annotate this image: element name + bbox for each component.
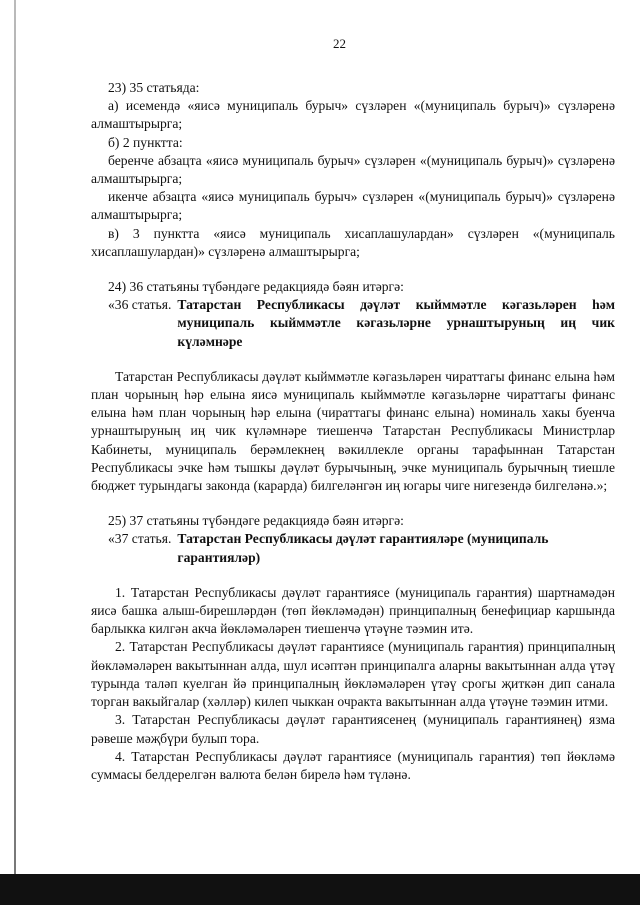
article-37-heading bbox=[91, 530, 615, 566]
item-23-c: в) 3 пунктта «яисә муниципаль хисаплашулардан» сүзләрен «(муниципаль хисаплашулардан)» сүзләренә алмаштырырга; bbox=[91, 225, 615, 259]
article-37-label: «37 статья. bbox=[108, 531, 172, 547]
article-37-title-line2: гарантияләр) bbox=[177, 549, 261, 565]
article-37-title-line1: Татарстан Республикасы дәүләт гарантияләре (муниципаль bbox=[177, 531, 549, 547]
item-23-b1: беренче абзацта «яисә муниципаль бурыч» сүзләрен «(муниципаль бурыч)» сүзләренә алмаштырырга; bbox=[91, 152, 615, 187]
item-24-intro: 24) 36 статьяны түбәндәге редакциядә бәян итәргә: bbox=[108, 279, 404, 295]
article-37-point-1: 1. Татарстан Республикасы дәүләт гарантиясе (муниципаль гарантия) шартнамәдән яисә башка алыш-бирешләрдән (төп йөкләмәдән) принципалның бенефициар каршында барлыкка килгән акча йөкләмәләрен тиешенчә үтәүне тәэмин итә. bbox=[91, 584, 615, 637]
article-36-label: «36 статья. bbox=[108, 297, 172, 313]
article-37-point-4: 4. Татарстан Республикасы дәүләт гарантиясе (муниципаль гарантия) төп йөкләмә суммасы белдерелгән валюта белән бирелә һәм түләнә. bbox=[91, 748, 615, 782]
scan-left-edge bbox=[14, 0, 16, 885]
page-number: 22 bbox=[333, 36, 346, 51]
article-36-title: Татарстан Республикасы дәүләт кыйммәтле кәгазьләрен һәм муниципаль кыйммәтле кәгазьләрне урнаштыруның иң чик күләмнәре bbox=[177, 297, 615, 349]
article-37-point-2: 2. Татарстан Республикасы дәүләт гарантиясе (муниципаль гарантия) принципалның йөкләмәләрен вакытыннан алда, шул исәптән принципалга аларны вакытыннан алда үтәү турында таләп куелган йә принципалның йөкләмәләрен үтәү срогы җиткән дип санала торган вакыйгалар (хәлләр) килеп чыккан очракта вакытыннан алда үтәүне тәэмин итми. bbox=[91, 639, 615, 710]
scan-bottom-edge bbox=[0, 874, 640, 905]
item-23-b: б) 2 пунктта: bbox=[108, 134, 183, 150]
article-37-point-3: 3. Татарстан Республикасы дәүләт гарантиясенең (муниципаль гарантиянең) язма рәвеше мәҗбүри булып тора. bbox=[91, 712, 615, 746]
article-36-body: Татарстан Республикасы дәүләт кыйммәтле кәгазьләрен чираттагы финанс елына һәм план чорының һәр елына яисә муниципаль кыйммәтле кәгазьләрне чираттагы финанс елына һәм план чорының һәр елына (чираттагы финанс елына) номиналь хакы буенча урнаштыруның иң чик күләмнәре тиешенчә Татарстан Республикасы Министрлар Кабинеты, муниципаль берәмлекнең вәкиллекле органы тарафыннан Татарстан Республикасы эчке һәм тышкы дәүләт бурычының, эчке муниципаль бурычның тиешле бюджет турындагы законда (карарда) билгеләнгән иң югары чиге нигезендә билгеләнә.»; bbox=[91, 368, 615, 494]
document-page bbox=[91, 79, 615, 784]
item-25-intro: 25) 37 статьяны түбәндәге редакциядә бәян итәргә: bbox=[108, 513, 404, 529]
article-36-heading bbox=[91, 296, 615, 351]
item-23-a: а) исемендә «яисә муниципаль бурыч» сүзләрен «(муниципаль бурыч)» сүзләренә алмаштырырга; bbox=[91, 98, 615, 132]
item-23-b2: икенче абзацта «яисә муниципаль бурыч» сүзләрен «(муниципаль бурыч)» сүзләренә алмаштырырга; bbox=[91, 189, 615, 223]
item-23-intro: 23) 35 статьяда: bbox=[108, 80, 200, 95]
